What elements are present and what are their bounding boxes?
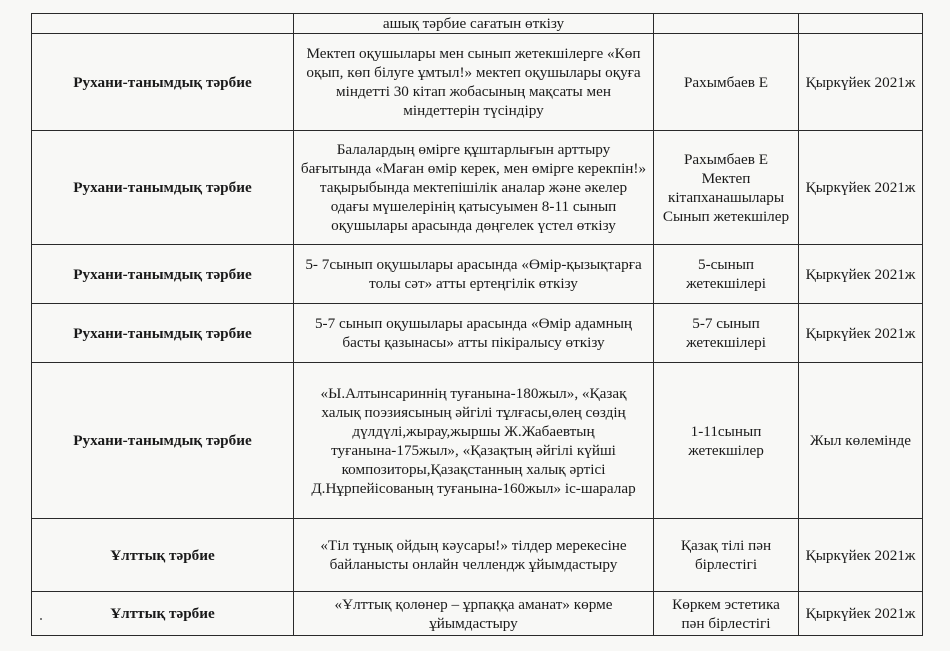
responsible-cell: Көркем эстетика пән бірлестігі bbox=[654, 592, 799, 636]
direction-cell: Рухани-танымдық тәрбие bbox=[32, 304, 294, 363]
event-cell: «Ы.Алтынсариннің туғанына-180жыл», «Қазақ халық поэзиясының әйгілі тұлғасы,өлең сөздің дүлдүлі,жырау,жыршы Ж.Жабаевтың туғанына-175жыл», «Қазақтың әйгілі күйші композиторы,Қазақстанның халық әртісі Д.Нұрпейісованың туғанына-160жыл» іс-шаралар bbox=[294, 363, 654, 519]
date-cell: Жыл көлемінде bbox=[799, 363, 923, 519]
table-row bbox=[32, 131, 923, 245]
date-cell: Қыркүйек 2021ж bbox=[799, 304, 923, 363]
event-cell: ашық тәрбие сағатын өткізу bbox=[294, 14, 654, 34]
date-cell: Қыркүйек 2021ж bbox=[799, 592, 923, 636]
date-cell: Қыркүйек 2021ж bbox=[799, 131, 923, 245]
responsible-cell: Рахымбаев Е bbox=[654, 34, 799, 131]
scan-speck bbox=[40, 618, 42, 620]
direction-cell: Рухани-танымдық тәрбие bbox=[32, 245, 294, 304]
event-cell: «Ұлттық қолөнер – ұрпаққа аманат» көрме ұйымдастыру bbox=[294, 592, 654, 636]
direction-cell: Ұлттық тәрбие bbox=[32, 592, 294, 636]
event-cell: 5-7 сынып оқушылары арасында «Өмір адамның басты қазынасы» атты пікіралысу өткізу bbox=[294, 304, 654, 363]
table-row bbox=[32, 304, 923, 363]
table-row bbox=[32, 245, 923, 304]
date-cell: Қыркүйек 2021ж bbox=[799, 245, 923, 304]
table-row bbox=[32, 363, 923, 519]
direction-cell: Рухани-танымдық тәрбие bbox=[32, 131, 294, 245]
table-row bbox=[32, 519, 923, 592]
direction-cell: Рухани-танымдық тәрбие bbox=[32, 363, 294, 519]
responsible-cell: 5-сынып жетекшілері bbox=[654, 245, 799, 304]
responsible-cell bbox=[654, 14, 799, 34]
responsible-cell: 5-7 сынып жетекшілері bbox=[654, 304, 799, 363]
event-cell: Мектеп оқушылары мен сынып жетекшілерге «Көп оқып, көп білуге ұмтыл!» мектеп оқушылары оқуға міндетті 30 кітап жобасының мақсаты мен міндеттерін түсіндіру bbox=[294, 34, 654, 131]
event-cell: «Тіл тұнық ойдың кәусары!» тілдер мерекесіне байланысты онлайн челлендж ұйымдастыру bbox=[294, 519, 654, 592]
direction-cell: Ұлттық тәрбие bbox=[32, 519, 294, 592]
table-row bbox=[32, 34, 923, 131]
event-cell: 5- 7сынып оқушылары арасында «Өмір-қызықтарға толы сәт» атты ертеңгілік өткізу bbox=[294, 245, 654, 304]
table-row bbox=[32, 14, 923, 34]
event-cell: Балалардың өмірге құштарлығын арттыру бағытында «Маған өмір керек, мен өмірге керекпін!» тақырыбында мектепішілік аналар және әкелер одағы мүшелерінің қатысуымен 8-11 сынып оқушылары арасында дөңгелек үстел өткізу bbox=[294, 131, 654, 245]
responsible-cell: 1-11сынып жетекшілер bbox=[654, 363, 799, 519]
date-cell: Қыркүйек 2021ж bbox=[799, 34, 923, 131]
direction-cell: Рухани-танымдық тәрбие bbox=[32, 34, 294, 131]
education-plan-table bbox=[31, 13, 923, 636]
direction-cell bbox=[32, 14, 294, 34]
responsible-cell: Рахымбаев Е Мектеп кітапханашылары Сынып жетекшілер bbox=[654, 131, 799, 245]
responsible-cell: Қазақ тілі пән бірлестігі bbox=[654, 519, 799, 592]
date-cell bbox=[799, 14, 923, 34]
date-cell: Қыркүйек 2021ж bbox=[799, 519, 923, 592]
table-row bbox=[32, 592, 923, 636]
